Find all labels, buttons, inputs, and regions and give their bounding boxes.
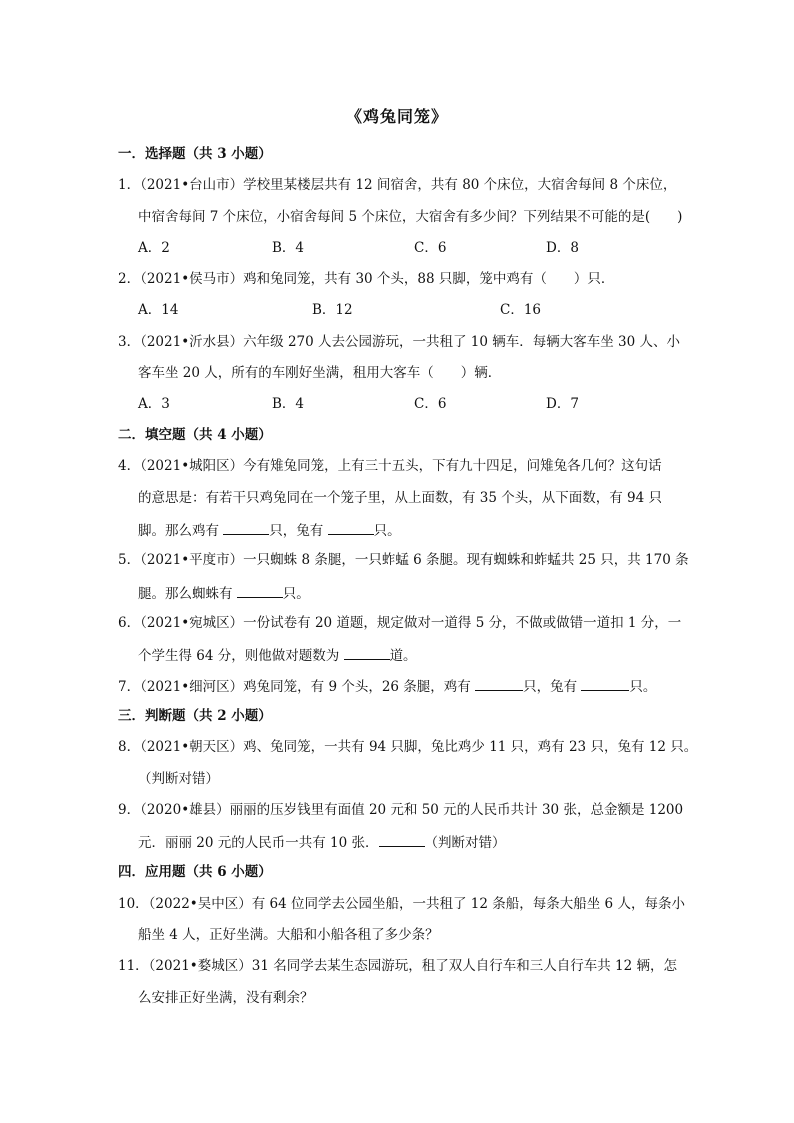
question-5-text-a: 腿。那么蜘蛛有 <box>138 586 237 602</box>
question-2-option-a: A．14 <box>138 302 179 318</box>
question-10-line-1: 10．（2022•吴中区）有 64 位同学去公园坐船，一共租了 12 条船，每条大船坐 6 人，每条小 <box>118 896 685 912</box>
answer-blank[interactable] <box>237 583 283 598</box>
answer-blank[interactable] <box>379 832 425 847</box>
question-6-text-b: 道。 <box>389 648 417 664</box>
question-11-line-1: 11．（2021•婺城区）31 名同学去某生态园游玩，租了双人自行车和三人自行车共 12 辆，怎 <box>118 958 677 974</box>
question-5-line-2 <box>138 583 310 603</box>
question-6-line-2 <box>138 645 417 665</box>
question-7-text-a: 7．（2021•细河区）鸡兔同笼，有 9 个头，26 条腿，鸡有 <box>118 679 476 695</box>
question-1-line-1: 1．（2021•台山市）学校里某楼层共有 12 间宿舍，共有 80 个床位，大宿舍每间 8 个床位， <box>118 177 677 193</box>
question-4-line-3 <box>138 520 401 540</box>
question-1-line-2: 中宿舍每间 7 个床位，小宿舍每间 5 个床位，大宿舍有多少间？下列结果不可能的是( ) <box>138 209 683 225</box>
document-title: 《鸡兔同笼》 <box>345 107 448 126</box>
question-2-option-b: B．12 <box>312 302 353 318</box>
answer-blank[interactable] <box>344 645 390 660</box>
question-7-text-c: 只。 <box>629 679 657 695</box>
question-10-line-2: 船坐 4 人，正好坐满。大船和小船各租了多少条？ <box>138 927 439 943</box>
question-7-line-1 <box>118 676 656 696</box>
question-7-text-b: 只，兔有 <box>523 679 582 695</box>
question-1-option-a: A．2 <box>138 240 170 256</box>
question-4-text-b: 只，兔有 <box>269 523 328 539</box>
question-9-text-b: （判断对错） <box>424 835 506 851</box>
question-9-line-2 <box>138 832 506 852</box>
question-1-option-b: B．4 <box>272 240 305 256</box>
question-6-line-1: 6．（2021•宛城区）一份试卷有 20 道题，规定做对一道得 5 分，不做或做错一道扣 1 分，一 <box>118 615 682 631</box>
question-1-option-d: D．8 <box>546 240 579 256</box>
question-3-line-2: 客车坐 20 人，所有的车刚好坐满，租用大客车（ ）辆． <box>138 365 502 381</box>
section-heading-fill-blank: 二．填空题（共 4 小题） <box>118 427 272 443</box>
question-5-line-1: 5．（2021•平度市）一只蜘蛛 8 条腿，一只蚱蜢 6 条腿。现有蜘蛛和蚱蜢共 25 只，共 170 条 <box>118 552 689 568</box>
question-6-text-a: 个学生得 64 分，则他做对题数为 <box>138 648 344 664</box>
question-2-option-c: C．16 <box>500 302 542 318</box>
question-9-line-1: 9．（2020•雄县）丽丽的压岁钱里有面值 20 元和 50 元的人民币共计 30 张，总金额是 1200 <box>118 802 684 818</box>
answer-blank[interactable] <box>223 520 269 535</box>
question-2-line-1: 2．（2021•侯马市）鸡和兔同笼，共有 30 个头，88 只脚，笼中鸡有（ ）只． <box>118 271 615 287</box>
question-8-line-2: （判断对错） <box>138 771 219 787</box>
question-4-text-c: 只。 <box>373 523 401 539</box>
section-heading-judgement: 三．判断题（共 2 小题） <box>118 708 272 724</box>
answer-blank[interactable] <box>328 520 374 535</box>
question-3-option-a: A．3 <box>138 396 170 412</box>
question-3-line-1: 3．（2021•沂水县）六年级 270 人去公园游玩，一共租了 10 辆车．每辆大客车坐 30 人、小 <box>118 334 681 350</box>
question-4-text-a: 脚。那么鸡有 <box>138 523 224 539</box>
question-1-option-c: C．6 <box>414 240 447 256</box>
question-8-line-1: 8．（2021•朝天区）鸡、兔同笼，一共有 94 只脚，兔比鸡少 11 只，鸡有 23 只，兔有 12 只。 <box>118 739 698 755</box>
question-11-line-2: 么安排正好坐满，没有剩余？ <box>138 990 314 1006</box>
question-3-option-b: B．4 <box>272 396 305 412</box>
section-heading-application: 四．应用题（共 6 小题） <box>118 864 272 880</box>
question-3-option-d: D．7 <box>546 396 579 412</box>
answer-blank[interactable] <box>475 676 523 691</box>
question-4-line-1: 4．（2021•城阳区）今有雉兔同笼，上有三十五头，下有九十四足，问雉兔各几何？这句话 <box>118 458 662 474</box>
answer-blank[interactable] <box>581 676 629 691</box>
question-3-option-c: C．6 <box>414 396 447 412</box>
section-heading-choice: 一．选择题（共 3 小题） <box>118 146 272 162</box>
question-5-text-b: 只。 <box>282 586 310 602</box>
question-9-text-a: 元．丽丽 20 元的人民币一共有 10 张． <box>138 835 379 851</box>
question-4-line-2: 的意思是：有若干只鸡兔同在一个笼子里，从上面数，有 35 个头，从下面数，有 94 只 <box>138 490 663 506</box>
